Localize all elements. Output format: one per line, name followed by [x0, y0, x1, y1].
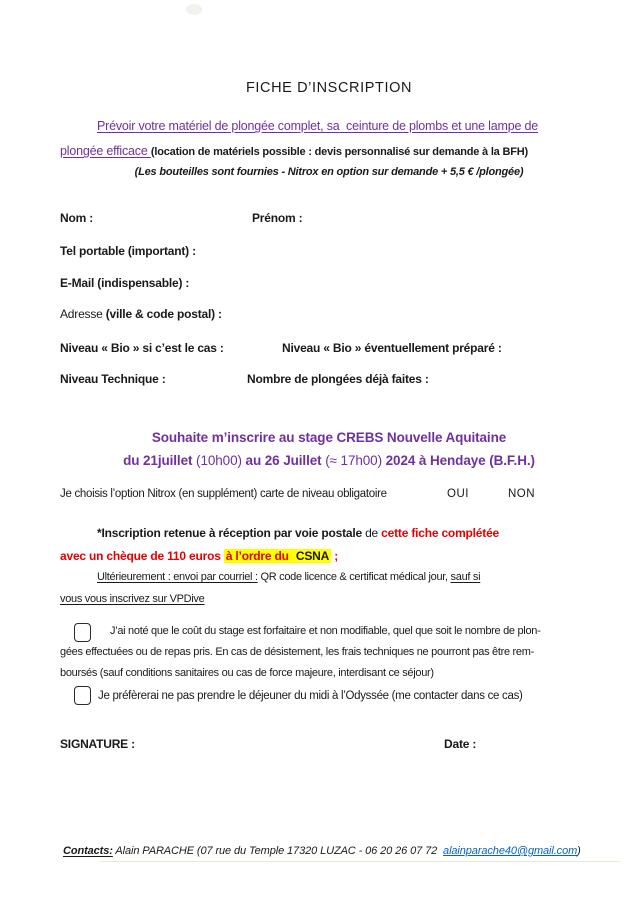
payment-de: de — [361, 526, 382, 540]
stage-time-start: (10h00) — [196, 453, 242, 468]
stage-time-end: (≈ 17h00) — [325, 453, 382, 468]
dejeuner-checkbox[interactable] — [74, 686, 91, 705]
bottles-note: (Les bouteilles sont fournies - Nitrox en option sur demande + 5,5 € /plongée) — [134, 166, 524, 178]
stage-heading-line2 — [60, 453, 598, 470]
field-label-prenom: Prénom : — [252, 211, 303, 225]
scan-line-artifact — [100, 861, 620, 862]
date-label: Date : — [444, 737, 477, 751]
forfait-checkbox[interactable] — [74, 623, 91, 642]
contacts-label: Contacts: — [63, 845, 113, 857]
courriel-underline2: sauf si — [450, 571, 481, 583]
payment-highlight-csna: CSNA — [295, 549, 330, 563]
courriel-line1 — [97, 571, 480, 585]
field-label-adresse — [60, 307, 222, 322]
equipment-notice-line2-black: (location de matériels possible : devis personnalisé sur demande à la BFH) — [150, 146, 528, 158]
field-label-email: E-Mail (indispensable) : — [60, 276, 190, 290]
equipment-notice-line1: Prévoir votre matériel de plongée complet, sa ceinture de plombs et une lampe de — [97, 119, 538, 133]
stage-date-part2: au 26 Juillet — [241, 453, 326, 468]
payment-line2 — [60, 549, 338, 564]
field-label-niveau-technique: Niveau Technique : — [60, 372, 166, 386]
field-label-tel: Tel portable (important) : — [60, 244, 196, 258]
field-label-nb-plongees: Nombre de plongées déjà faites : — [247, 372, 429, 386]
equipment-notice-line2 — [60, 144, 528, 160]
courriel-underline1: Ultérieurement : envoi par courriel : — [97, 571, 258, 583]
field-label-adresse-bold: (ville & code postal) : — [105, 307, 222, 321]
field-label-nom: Nom : — [60, 211, 93, 225]
field-label-niveau-bio: Niveau « Bio » si c’est le cas : — [60, 341, 224, 355]
nitrox-option-text: Je choisis l’option Nitrox (en supplément) carte de niveau obligatoire — [60, 488, 387, 500]
stage-location: 2024 à Hendaye (B.F.H.) — [381, 453, 535, 468]
courriel-middle: QR code licence & certificat médical jour, — [257, 571, 451, 583]
forfait-text-line2: gées effectuées ou de repas pris. En cas de désistement, les frais techniques ne pourront pas être rem- — [60, 646, 534, 658]
stage-heading-line1: Souhaite m’inscrire au stage CREBS Nouvelle Aquitaine — [151, 430, 507, 445]
dejeuner-text: Je préfèrerai ne pas prendre le déjeuner du midi à l’Odyssée (me contacter dans ce cas) — [98, 690, 523, 702]
forfait-text-line1: J’ai noté que le coût du stage est forfaitaire et non modifiable, quel que soit le nombre de plon- — [110, 625, 541, 637]
page-title: FICHE D’INSCRIPTION — [245, 80, 413, 96]
signature-label: SIGNATURE : — [60, 737, 135, 751]
scan-artifact — [186, 4, 202, 15]
contacts-text: Alain PARACHE (07 rue du Temple 17320 LUZAC - 06 20 26 07 72 — [112, 845, 444, 857]
payment-red1: cette fiche complétée — [381, 526, 500, 540]
payment-suffix: ; — [331, 549, 339, 563]
payment-line1 — [97, 526, 499, 541]
field-label-adresse-regular: Adresse — [60, 307, 106, 321]
payment-highlight-red: à l’ordre du — [225, 549, 292, 563]
equipment-notice-line2-purple: plongée efficace — [60, 144, 151, 158]
forfait-text-line3: boursés (sauf conditions sanitaires ou cas de force majeure, interdisant ce séjour) — [60, 667, 434, 679]
payment-bold-black: *Inscription retenue à réception par voie postale — [97, 526, 362, 540]
nitrox-option-non: NON — [508, 488, 536, 500]
contacts-line — [63, 845, 581, 859]
field-label-niveau-bio-prepare: Niveau « Bio » éventuellement préparé : — [282, 341, 502, 355]
contact-email-link[interactable]: alainparache40@gmail.com — [443, 845, 578, 857]
courriel-line2: vous vous inscrivez sur VPDive — [60, 593, 205, 605]
contacts-suffix: ) — [577, 845, 581, 857]
nitrox-option-oui: OUI — [447, 488, 469, 500]
payment-red2: avec un chèque de 110 euros — [60, 549, 224, 563]
stage-date-part: du 21juillet — [123, 453, 197, 468]
